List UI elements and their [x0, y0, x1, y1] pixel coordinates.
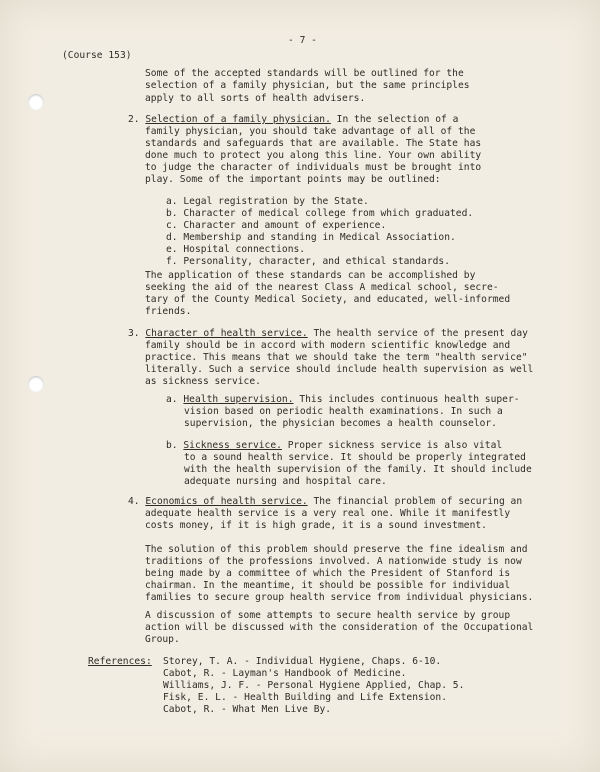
- reference-item: Fisk, E. L. - Health Building and Life Extension.: [163, 692, 447, 703]
- reference-item: Cabot, R. - Layman's Handbook of Medicine.: [163, 668, 407, 679]
- text-line: The solution of this problem should preserve the fine idealism and: [145, 544, 528, 555]
- text-line: family should be in accord with modern scientific knowledge and: [145, 340, 511, 351]
- list-item: c. Character and amount of experience.: [166, 220, 387, 231]
- text-line: with the health supervision of the family. It should include: [184, 464, 532, 475]
- reference-item: Storey, T. A. - Individual Hygiene, Chaps. 6-10.: [163, 656, 442, 667]
- text-line: done much to protect you along this line. Your own ability: [145, 150, 482, 161]
- text-fragment: In the selection of a: [336, 114, 459, 125]
- section-heading: Character of health service.: [145, 328, 308, 339]
- list-item: b. Character of medical college from which graduated.: [166, 208, 474, 219]
- text-line: to a sound health service. It should be properly integrated: [184, 452, 526, 463]
- text-line: as sickness service.: [145, 376, 261, 387]
- text-line: practice. This means that we should take the term "health service": [145, 352, 528, 363]
- list-item: f. Personality, character, and ethical standards.: [166, 256, 450, 267]
- section-number: 2.: [128, 114, 140, 125]
- text-line: Group.: [145, 634, 180, 645]
- list-item: d. Membership and standing in Medical Association.: [166, 232, 456, 243]
- section-number: 4.: [128, 496, 140, 507]
- text-line: apply to all sorts of health advisers.: [145, 93, 366, 104]
- subsection-heading: Health supervision.: [183, 394, 294, 405]
- text-line: to judge the character of individuals must be brought into: [145, 162, 482, 173]
- text-line: costs money, if it is high grade, it is a sound investment.: [145, 520, 487, 531]
- section-number: 3.: [128, 328, 140, 339]
- text-line: Some of the accepted standards will be outlined for the: [145, 68, 464, 79]
- text-line: traditions of the professions involved. A nationwide study is now: [145, 556, 522, 567]
- text-line: selection of a family physician, but the same principles: [145, 80, 470, 91]
- text-line: vision based on periodic health examinations. In such a: [184, 406, 503, 417]
- subsection-label: a.: [166, 394, 178, 405]
- text-line: The application of these standards can be accomplished by: [145, 270, 476, 281]
- subsection-heading: Sickness service.: [183, 440, 282, 451]
- page-number: - 7 -: [288, 35, 317, 46]
- text-line: families to secure group health service from individual physicians.: [145, 592, 534, 603]
- text-line: adequate health service is a very real one. While it manifestly: [145, 508, 511, 519]
- text-line: seeking the aid of the nearest Class A medical school, secre-: [145, 282, 499, 293]
- text-line: family physician, you should take advantage of all of the: [145, 126, 476, 137]
- subsection-label: b.: [166, 440, 178, 451]
- text-line: friends.: [145, 306, 192, 317]
- binder-hole: [28, 376, 44, 392]
- text-line: tary of the County Medical Society, and educated, well-informed: [145, 294, 511, 305]
- text-line: adequate nursing and hospital care.: [184, 476, 387, 487]
- text-line: action will be discussed with the consideration of the Occupational: [145, 622, 534, 633]
- text-line: supervision, the physician becomes a health counselor.: [184, 418, 497, 429]
- list-item: e. Hospital connections.: [166, 244, 306, 255]
- text-fragment: The financial problem of securing an: [313, 496, 523, 507]
- references-label: References:: [88, 656, 152, 667]
- text-fragment: This includes continuous health super-: [299, 394, 520, 405]
- text-line: being made by a committee of which the President of Stanford is: [145, 568, 511, 579]
- text-fragment: The health service of the present day: [313, 328, 528, 339]
- reference-item: Williams, J. F. - Personal Hygiene Applied, Chap. 5.: [163, 680, 465, 691]
- subsection-a-first-line: [166, 394, 520, 407]
- text-line: standards and safeguards that are available. The State has: [145, 138, 482, 149]
- section-4-first-line: [128, 496, 522, 509]
- text-line: A discussion of some attempts to secure health service by group: [145, 610, 511, 621]
- section-3-first-line: [128, 328, 528, 341]
- section-2-first-line: [128, 114, 458, 127]
- text-line: chairman. In the meantime, it should be possible for individual: [145, 580, 511, 591]
- text-line: literally. Such a service should include health supervision as well: [145, 364, 534, 375]
- subsection-b-first-line: [166, 440, 502, 453]
- binder-hole: [28, 94, 44, 110]
- text-line: play. Some of the important points may be outlined:: [145, 174, 441, 185]
- section-heading: Economics of health service.: [145, 496, 308, 507]
- list-item: a. Legal registration by the State.: [166, 196, 369, 207]
- course-label: (Course 153): [62, 50, 132, 61]
- reference-item: Cabot, R. - What Men Live By.: [163, 704, 332, 715]
- text-fragment: Proper sickness service is also vital: [287, 440, 503, 451]
- section-heading: Selection of a family physician.: [145, 114, 331, 125]
